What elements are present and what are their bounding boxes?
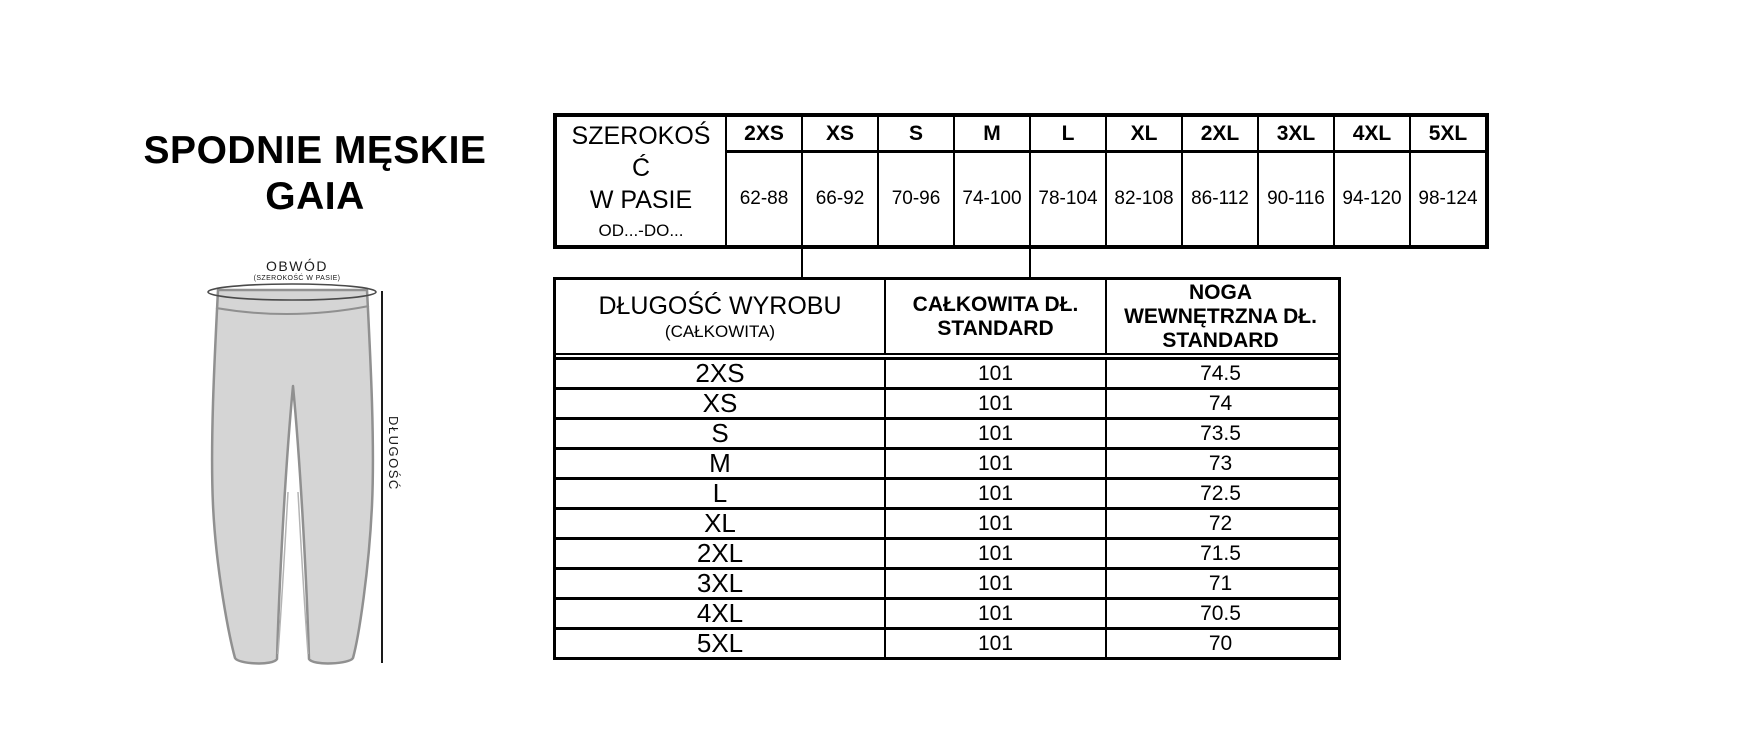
page-title: [85, 128, 545, 220]
length-table-header: [556, 280, 1338, 355]
size-header-3xl: 3XL: [1257, 117, 1333, 153]
waist-size-table: [553, 113, 1489, 249]
table-row: [556, 510, 1338, 540]
table-row: [556, 570, 1338, 600]
waist-table-title-line: Ć: [631, 154, 651, 182]
row-size-label: 2XS: [556, 360, 886, 387]
size-header-s: S: [877, 117, 953, 153]
row-size-label: L: [556, 480, 886, 507]
row-size-label: XL: [556, 510, 886, 537]
waist-table-title-line: SZEROKOŚ: [571, 122, 711, 150]
page-title-line1: SPODNIE MĘSKIE: [143, 129, 487, 172]
length-col1-subtitle: (CAŁKOWITA): [664, 321, 776, 341]
pants-shape: [212, 290, 373, 663]
length-col3-line: WEWNĘTRZNA DŁ.: [1124, 304, 1317, 328]
size-header-xl: XL: [1105, 117, 1181, 153]
row-size-label: 2XL: [556, 540, 886, 567]
size-header-2xl: 2XL: [1181, 117, 1257, 153]
row-total-length: 101: [886, 630, 1107, 657]
row-total-length: 101: [886, 540, 1107, 567]
row-inner-leg-length: 71.5: [1200, 541, 1241, 565]
table-row: [556, 360, 1338, 390]
table-row: [556, 600, 1338, 630]
length-table: [553, 277, 1341, 660]
waist-range-4xl: 94-120: [1333, 153, 1409, 245]
size-header-l: L: [1029, 117, 1105, 153]
length-col2-line: STANDARD: [937, 316, 1054, 340]
length-measure-label: DŁUGOŚĆ: [386, 415, 401, 491]
length-table-col1-header: [556, 280, 886, 353]
size-header-2xs: 2XS: [725, 117, 801, 153]
waist-range-l: 78-104: [1029, 153, 1105, 245]
waist-range-2xl: 86-112: [1181, 153, 1257, 245]
size-header-4xl: 4XL: [1333, 117, 1409, 153]
waist-measure-label-sub: (SZEROKOŚĆ W PASIE): [253, 275, 341, 282]
length-table-col3-header: [1107, 280, 1334, 353]
row-size-label: 4XL: [556, 600, 886, 627]
row-total-length: 101: [886, 480, 1107, 507]
length-measure-line: [381, 291, 383, 663]
table-row: [556, 540, 1338, 570]
row-size-label: 3XL: [556, 570, 886, 597]
table-connector-line-left: [801, 249, 803, 277]
row-inner-leg-length: 73: [1208, 451, 1233, 475]
length-table-body: [556, 357, 1338, 657]
length-col3-line: NOGA: [1189, 280, 1252, 304]
table-row: [556, 480, 1338, 510]
row-size-label: S: [556, 420, 886, 447]
row-total-length: 101: [886, 600, 1107, 627]
row-inner-leg-length: 70: [1208, 631, 1233, 655]
size-header-5xl: 5XL: [1409, 117, 1485, 153]
row-total-length: 101: [886, 570, 1107, 597]
row-total-length: 101: [886, 420, 1107, 447]
length-col2-line: CAŁKOWITA DŁ.: [912, 292, 1079, 316]
length-col1-title: DŁUGOŚĆ WYROBU: [598, 291, 842, 320]
size-header-xs: XS: [801, 117, 877, 153]
row-total-length: 101: [886, 510, 1107, 537]
table-row: [556, 450, 1338, 480]
waist-range-xl: 82-108: [1105, 153, 1181, 245]
row-inner-leg-length: 72: [1208, 511, 1233, 535]
row-inner-leg-length: 71: [1208, 571, 1233, 595]
row-inner-leg-length: 74.5: [1200, 361, 1241, 385]
size-header-m: M: [953, 117, 1029, 153]
row-size-label: M: [556, 450, 886, 477]
length-col3-line: STANDARD: [1162, 328, 1279, 352]
row-inner-leg-length: 72.5: [1200, 481, 1241, 505]
waist-range-s: 70-96: [877, 153, 953, 245]
row-inner-leg-length: 74: [1208, 391, 1233, 415]
length-table-col2-header: [886, 280, 1107, 353]
waist-table-title-line: OD...-DO...: [598, 221, 684, 240]
trousers-diagram: [183, 240, 393, 668]
waist-range-2xs: 62-88: [725, 153, 801, 245]
waist-range-xs: 66-92: [801, 153, 877, 245]
table-row: [556, 630, 1338, 657]
row-total-length: 101: [886, 360, 1107, 387]
waist-range-5xl: 98-124: [1409, 153, 1485, 245]
waist-measure-label-main: OBWÓD: [266, 258, 328, 274]
row-total-length: 101: [886, 450, 1107, 477]
page-title-line2: GAIA: [265, 175, 365, 218]
waist-range-m: 74-100: [953, 153, 1029, 245]
waist-table-title-cell: [557, 117, 725, 245]
table-row: [556, 420, 1338, 450]
table-row: [556, 390, 1338, 420]
table-connector-line-right: [1029, 249, 1031, 277]
row-inner-leg-length: 73.5: [1200, 421, 1241, 445]
waist-range-3xl: 90-116: [1257, 153, 1333, 245]
row-size-label: 5XL: [556, 630, 886, 657]
waist-table-title-line: W PASIE: [589, 186, 693, 214]
row-size-label: XS: [556, 390, 886, 417]
row-total-length: 101: [886, 390, 1107, 417]
row-inner-leg-length: 70.5: [1200, 601, 1241, 625]
